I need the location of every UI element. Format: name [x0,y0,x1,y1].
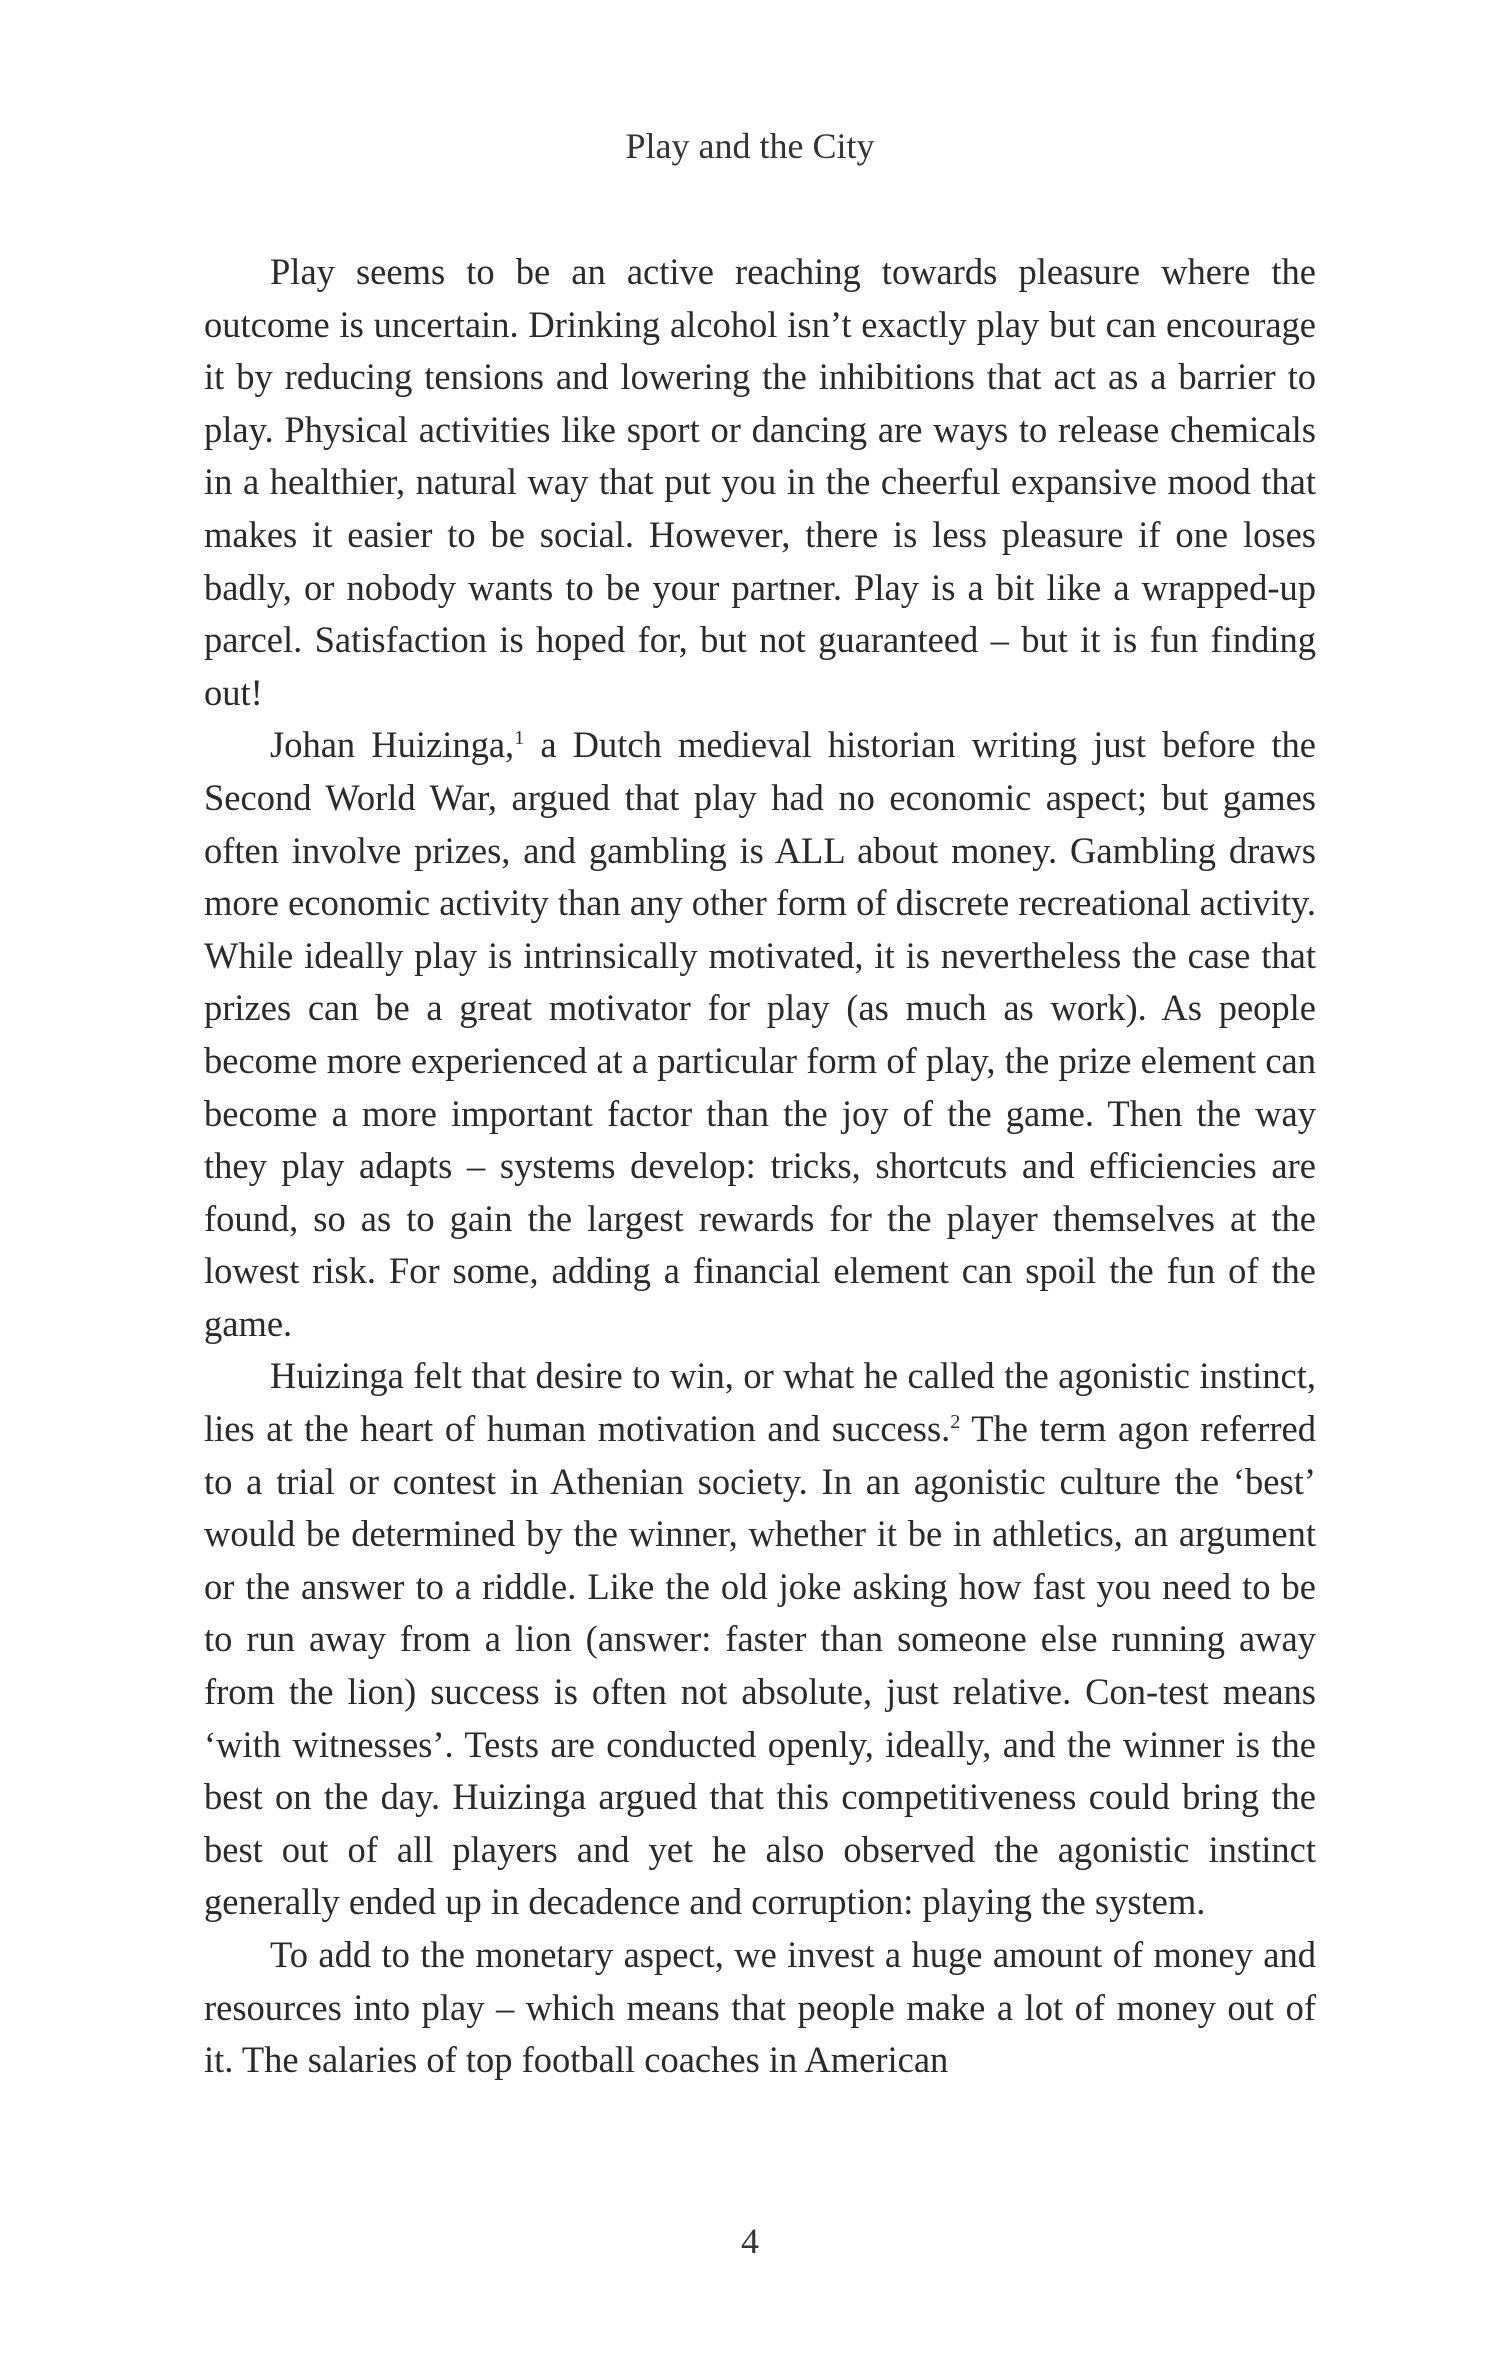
footnote-ref-1: 1 [514,727,525,750]
paragraph-2-text-b: a Dutch medieval historian writing just before the Second World War, argued that play had no economic aspect; but games often involve prizes, and gambling is ALL about money. Gambling draws more economic activity than any other form of discrete recreational activity. While ideally play is intrinsically motivated, it is nevertheless the case that prizes can be a great motivator for play (as much as work). As people become more experienced at a particular form of play, the prize element can become a more important factor than the joy of the game. Then the way they play adapts – systems develop: tricks, shortcuts and efficiencies are found, so as to gain the largest rewards for the player themselves at the lowest risk. For some, adding a financial element can spoil the fun of the game. [204,724,1316,1344]
paragraph-1: Play seems to be an active reaching towards pleasure where the outcome is uncertain. Drinking alcohol isn’t exactly play but can encourage it by reducing tensions and lowering the inhibitions that act as a barrier to play. Physical activities like sport or dancing are ways to release chemicals in a healthier, natural way that put you in the cheerful expansive mood that makes it easier to be social. However, there is less pleasure if one loses badly, or nobody wants to be your partner. Play is a bit like a wrapped-up parcel. Satisfaction is hoped for, but not guaranteed – but it is fun finding out! [204,251,1316,713]
paragraph-3-text-b: The term agon referred to a trial or contest in Athenian society. In an agonistic culture the ‘best’ would be determined by the winner, whether it be in athletics, an argument or the answer to a riddle. Like the old joke asking how fast you need to be to run away from a lion (answer: faster than someone else running away from the lion) success is often not absolute, just relative. Con-test means ‘with witnesses’. Tests are conducted openly, ideally, and the winner is the best on the day. Huizinga argued that this competitiveness could bring the best out of all players and yet he also observed the agonistic instinct generally ended up in decadence and corruption: playing the system. [204,1408,1316,1923]
running-header: Play and the City [625,126,875,166]
page-number: 4 [741,2221,759,2261]
paragraph-3 [204,1350,1316,1929]
body-text [204,246,1316,2087]
paragraph-2 [204,719,1316,1350]
paragraph-2-text-a: Johan Huizinga, [270,724,515,766]
paragraph-3-text-a: Huizinga felt that desire to win, or what he called the agonistic instinct, lies at the heart of human motivation and success. [204,1355,1316,1450]
footnote-ref-2: 2 [950,1410,961,1433]
paragraph-4: To add to the monetary aspect, we invest a huge amount of money and resources into play – which means that people make a lot of money out of it. The salaries of top football coaches in American [204,1934,1316,2081]
